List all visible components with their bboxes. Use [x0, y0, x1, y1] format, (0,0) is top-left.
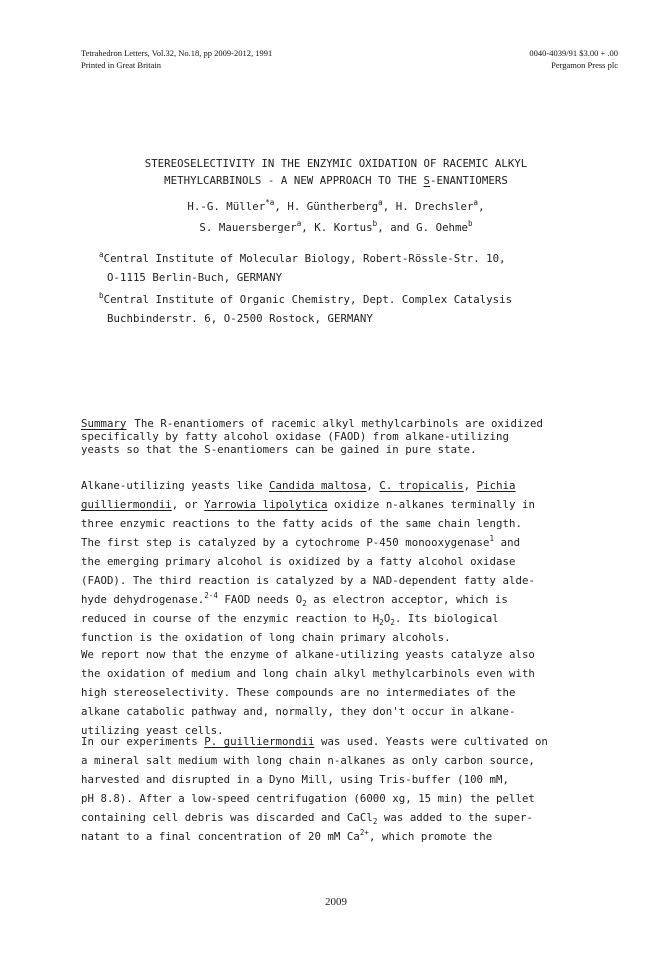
- affiliation-text: Central Institute of Organic Chemistry, Dept. Complex Catalysis: [103, 293, 513, 306]
- author-name: S. Mauersberger: [199, 221, 297, 234]
- summary-line: yeasts so that the S-enantiomers can be gained in pure state.: [81, 443, 477, 456]
- text: O: [383, 612, 391, 625]
- summary-label: Summary: [81, 417, 127, 430]
- text-line: [81, 495, 535, 514]
- title-s-underlined: S: [423, 174, 431, 187]
- species-name: C. tropicalis: [379, 479, 464, 492]
- text-line: pH 8.8). After a low-speed centrifugation (6000 xg, 15 min) the pellet: [81, 792, 535, 805]
- affiliation-line: [99, 249, 506, 268]
- superscript: 2+: [359, 828, 369, 837]
- summary-line: specifically by fatty alcohol oxidase (FAOD) from alkane-utilizing: [81, 430, 509, 443]
- text: was added to the super-: [377, 811, 534, 824]
- text: and: [494, 536, 521, 549]
- species-name: guilliermondii: [81, 498, 172, 511]
- species-name: P. guilliermondii: [204, 735, 315, 748]
- paragraph-2: [81, 645, 535, 740]
- author-name: H.-G. Müller: [187, 200, 266, 213]
- subscript: 2: [390, 618, 395, 627]
- text: oxidize n-alkanes terminally in: [327, 498, 535, 511]
- text-line: a mineral salt medium with long chain n-alkanes as only carbon source,: [81, 754, 535, 767]
- affiliation-mark: b: [99, 291, 104, 300]
- author-affiliation-mark: *a: [265, 198, 275, 207]
- printed-in: Printed in Great Britain: [81, 60, 162, 70]
- text-line: [81, 732, 548, 751]
- page-number: 2009: [325, 896, 347, 908]
- species-name: Candida maltosa: [269, 479, 367, 492]
- author-name: and G. Oehme: [390, 221, 469, 234]
- title-line-2: [80, 172, 592, 189]
- title-text: -ENANTIOMERS: [430, 174, 508, 187]
- paragraph-3: [81, 732, 548, 846]
- author-name: H. Güntherberg: [287, 200, 379, 213]
- author-affiliation-mark: a: [473, 198, 479, 207]
- publisher-header: [500, 47, 618, 71]
- paper-title: [80, 155, 592, 189]
- text-line: We report now that the enzyme of alkane-utilizing yeasts catalyze also: [81, 648, 535, 661]
- author-affiliation-mark: b: [468, 219, 473, 228]
- title-line-1: STEREOSELECTIVITY IN THE ENZYMIC OXIDATION OF RACEMIC ALKYL: [144, 157, 528, 170]
- text: reduced in course of the enzymic reaction to H: [81, 612, 380, 625]
- reference-mark: 1: [489, 534, 495, 543]
- affiliation-line: [99, 309, 512, 328]
- text: ,: [463, 479, 477, 492]
- subscript: 2: [379, 618, 384, 627]
- affiliation-mark: a: [99, 250, 104, 259]
- text-line: [81, 476, 535, 495]
- affiliation-a: [99, 249, 506, 287]
- text: The first step is catalyzed by a cytochrome P-450 monooxygenase: [81, 536, 490, 549]
- issn-price: 0040-4039/91 $3.00 + .00: [529, 48, 618, 58]
- affiliation-text: O-1115 Berlin-Buch, GERMANY: [107, 271, 283, 284]
- text: ,: [366, 479, 380, 492]
- species-name: Yarrowia lipolytica: [204, 498, 328, 511]
- author-line-2: [80, 217, 592, 238]
- text-line: [81, 590, 535, 609]
- text: FAOD needs O: [217, 593, 303, 606]
- affiliation-line: [99, 290, 512, 309]
- journal-citation: Tetrahedron Letters, Vol.32, No.18, pp 2009-2012, 1991: [81, 48, 273, 58]
- text: hyde dehydrogenase.: [81, 593, 205, 606]
- affiliation-b: [99, 290, 512, 328]
- species-name: Pichia: [476, 479, 516, 492]
- summary-block: [81, 417, 543, 456]
- paragraph-1: [81, 476, 535, 647]
- text-line: [81, 533, 535, 552]
- author-affiliation-mark: b: [372, 219, 378, 228]
- text-line: the oxidation of medium and long chain alkyl methylcarbinols even with: [81, 667, 535, 680]
- text: , or: [171, 498, 205, 511]
- affiliation-text: Central Institute of Molecular Biology, Robert-Rössle-Str. 10,: [103, 252, 506, 265]
- text-line: [81, 808, 548, 827]
- text: was used. Yeasts were cultivated on: [314, 735, 548, 748]
- text-line: (FAOD). The third reaction is catalyzed by a NAD-dependent fatty alde-: [81, 574, 535, 587]
- text-line: [81, 609, 535, 628]
- separator: ,: [382, 200, 396, 213]
- text-line: harvested and disrupted in a Dyno Mill, using Tris-buffer (100 mM,: [81, 773, 509, 786]
- text-line: the emerging primary alcohol is oxidized by a fatty alcohol oxidase: [81, 555, 516, 568]
- text-line: function is the oxidation of long chain primary alcohols.: [81, 631, 451, 644]
- author-affiliation-mark: a: [378, 198, 383, 207]
- title-text: METHYLCARBINOLS - A NEW APPROACH TO THE: [164, 174, 424, 187]
- author-list: [80, 196, 592, 238]
- text: natant to a final concentration of 20 mM Ca: [81, 830, 360, 843]
- publisher-name: Pergamon Press plc: [551, 60, 618, 70]
- text: . Its biological: [394, 612, 499, 625]
- author-line-1: [80, 196, 592, 217]
- separator: ,: [274, 200, 288, 213]
- author-name: H. Drechsler: [395, 200, 474, 213]
- separator: ,: [478, 200, 485, 213]
- subscript: 2: [372, 817, 378, 826]
- text-line: utilizing yeast cells.: [81, 724, 224, 737]
- author-affiliation-mark: a: [296, 219, 302, 228]
- affiliation-line: [99, 268, 506, 287]
- subscript: 2: [302, 599, 307, 608]
- text-line: high stereoselectivity. These compounds are no intermediates of the: [81, 686, 516, 699]
- separator: ,: [301, 221, 315, 234]
- text: In our experiments: [81, 735, 205, 748]
- summary-line: [81, 417, 543, 430]
- separator: ,: [377, 221, 391, 234]
- text-line: alkane catabolic pathway and, normally, they don't occur in alkane-: [81, 705, 516, 718]
- journal-header: [81, 47, 272, 71]
- text-line: [81, 827, 548, 846]
- text: as electron acceptor, which is: [306, 593, 508, 606]
- text: , which promote the: [368, 830, 493, 843]
- affiliation-text: Buchbinderstr. 6, O-2500 Rostock, GERMANY: [107, 312, 373, 325]
- text: Alkane-utilizing yeasts like: [81, 479, 270, 492]
- text: containing cell debris was discarded and CaCl: [81, 811, 373, 824]
- text-line: three enzymic reactions to the fatty acids of the same chain length.: [81, 517, 522, 530]
- summary-text: The R-enantiomers of racemic alkyl methylcarbinols are oxidized: [134, 417, 543, 430]
- author-name: K. Kortus: [314, 221, 373, 234]
- reference-mark: 2-4: [204, 591, 218, 600]
